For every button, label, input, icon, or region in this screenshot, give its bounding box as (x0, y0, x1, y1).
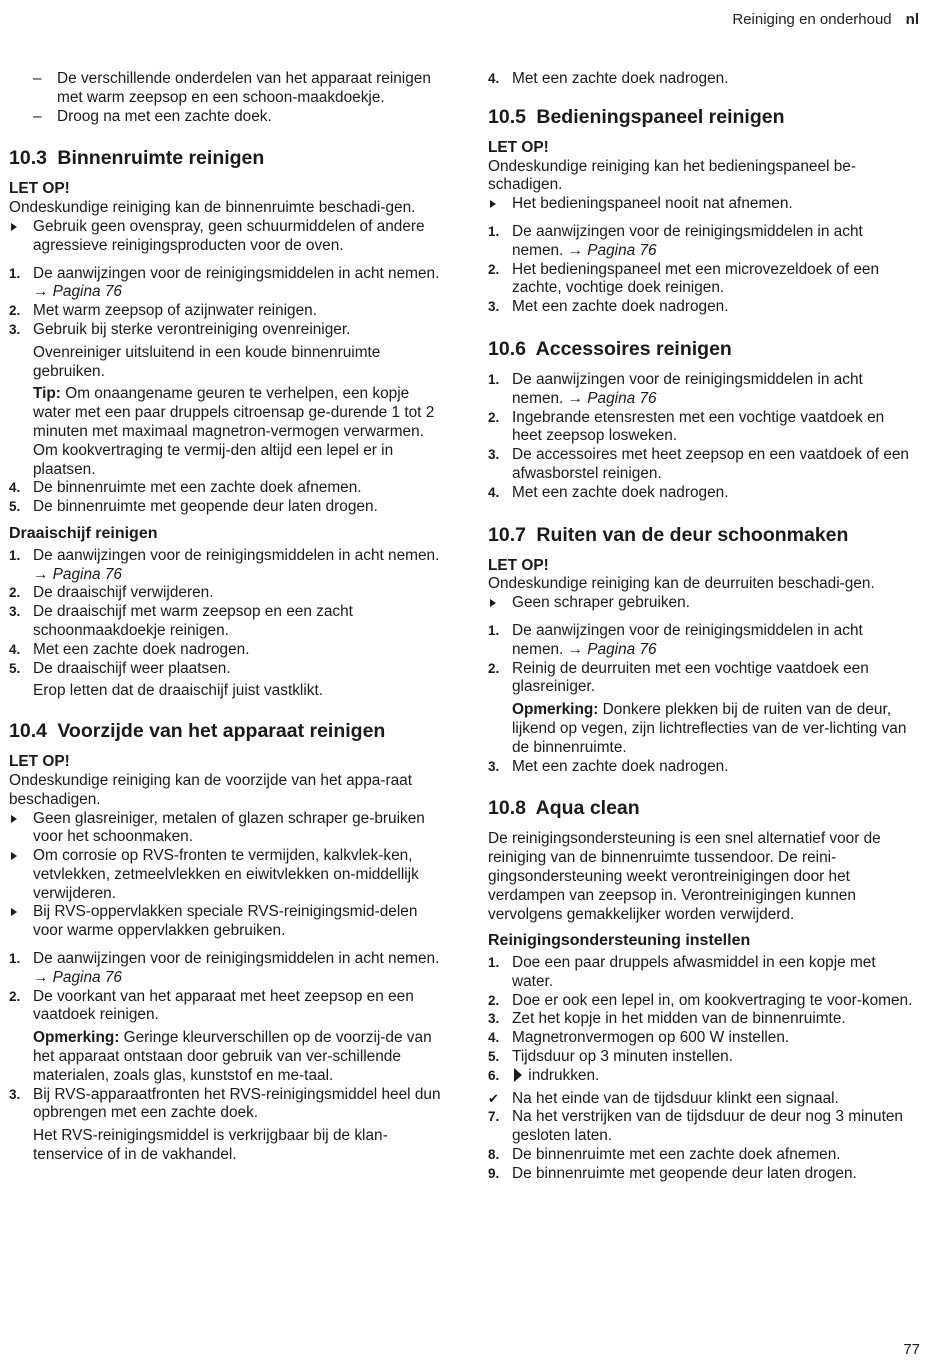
step-6: 6. indrukken. (488, 1066, 600, 1084)
step-2: 2. Doe er ook een lepel in, om kookvertraging te voor-komen. (488, 991, 913, 1009)
bullet-item: Bij RVS-oppervlakken speciale RVS-reinigingsmid-delen voor warme oppervlakken gebruiken. (9, 903, 441, 941)
warning-label: LET OP! (488, 556, 549, 574)
arrow-icon: → (33, 565, 49, 583)
bullet-item: Om corrosie op RVS-fronten te vermijden, kalkvlek-ken, vetvlekken, zetmeelvlekken en eiwitvlekken on-middellijk verwijderen. (9, 847, 441, 903)
right-column (488, 70, 918, 1184)
step-5: 5. Tijdsduur op 3 minuten instellen. (488, 1048, 734, 1066)
page-reference-link[interactable]: Pagina 76 (52, 565, 122, 583)
subsection-heading-reinigingsondersteuning: Reinigingsondersteuning instellen (488, 932, 751, 950)
step-2: 2. De draaischijf verwijderen. (9, 584, 214, 602)
step-9: 9. De binnenruimte met geopende deur laten drogen. (488, 1164, 857, 1182)
section-heading-10-5: 10.5 Bedieningspaneel reinigen (488, 105, 785, 128)
section-heading-10-7: 10.7 Ruiten van de deur schoonmaken (488, 523, 849, 546)
step-4: 4. De binnenruimte met een zachte doek afnemen. (9, 479, 362, 497)
step-1: 1. De aanwijzingen voor de reinigingsmiddelen in acht nemen. → Pagina 76 (488, 621, 863, 658)
warning-label: LET OP! (488, 138, 549, 156)
bullet-item: Geen glasreiniger, metalen of glazen schraper ge-bruiken voor het schoonmaken. (9, 810, 441, 848)
section-heading-10-6: 10.6 Accessoires reinigen (488, 337, 732, 360)
page-header (732, 11, 919, 30)
step-4: 4. Met een zachte doek nadrogen. (9, 640, 250, 658)
step-1: 1. De aanwijzingen voor de reinigingsmiddelen in acht nemen. → Pagina 76 (9, 264, 440, 301)
step-1: 1. De aanwijzingen voor de reinigingsmiddelen in acht nemen. → Pagina 76 (488, 222, 863, 259)
section-heading-10-4: 10.4 Voorzijde van het apparaat reinigen (9, 720, 386, 743)
warning-text: Ondeskundige reiniging kan het bedieningspaneel be-schadigen. (488, 157, 856, 194)
list-item: – Droog na met een zachte doek. (33, 107, 272, 125)
step-note: Erop letten dat de draaischijf juist vastklikt. (33, 682, 323, 700)
warning-label: LET OP! (9, 180, 70, 198)
page-number: 77 (903, 1341, 920, 1358)
triangle-bullet-icon (9, 218, 31, 237)
step-3: 3. De accessoires met heet zeepsop en een vaatdoek of een afwasborstel reinigen. (488, 446, 909, 482)
page-reference-link[interactable]: Pagina 76 (587, 640, 657, 658)
step-2: 2. Reinig de deurruiten met een vochtige vaatdoek een glasreiniger. (488, 659, 869, 696)
arrow-icon: → (33, 968, 49, 986)
triangle-bullet-icon (9, 847, 31, 866)
step-3: 3. Met een zachte doek nadrogen. (488, 757, 729, 775)
step-4: 4. Magnetronvermogen op 600 W instellen. (488, 1029, 790, 1047)
step-2: 2. Ingebrande etensresten met een vochtige vaatdoek en heet zeepsop losweken. (488, 408, 885, 445)
step-1: 1. De aanwijzingen voor de reinigingsmiddelen in acht nemen. → Pagina 76 (9, 546, 440, 583)
start-play-icon (514, 1068, 522, 1082)
page-reference-link[interactable]: Pagina 76 (52, 283, 122, 301)
page-reference-link[interactable]: Pagina 76 (587, 241, 657, 259)
step-note: Ovenreiniger uitsluitend in een koude binnenruimte gebruiken. (33, 343, 381, 380)
warning-text: Ondeskundige reiniging kan de binnenruimte beschadi-gen. (9, 199, 416, 217)
list-item: – De verschillende onderdelen van het apparaat reinigen met warm zeepsop en een schoon-maakdoekje. (33, 70, 431, 106)
step-1: 1. Doe een paar druppels afwasmiddel in een kopje met water. (488, 954, 876, 990)
arrow-icon: → (567, 389, 584, 407)
arrow-icon: → (567, 241, 584, 259)
step-3: 3. Bij RVS-apparaatfronten het RVS-reinigingsmiddel heel dun opbrengen met een zachte doek. (9, 1085, 441, 1122)
triangle-bullet-icon (488, 594, 510, 613)
language-code: nl (905, 11, 919, 28)
step-5: 5. De draaischijf weer plaatsen. (9, 659, 231, 677)
warning-text: Ondeskundige reiniging kan de deurruiten beschadi-gen. (488, 575, 875, 593)
left-column (9, 70, 441, 1165)
bullet-item: Gebruik geen ovenspray, geen schuurmiddelen of andere agressieve reinigingsproducten voor de oven. (9, 218, 441, 256)
triangle-bullet-icon (488, 195, 510, 214)
step-3: 3. Gebruik bij sterke verontreiniging ovenreiniger. (9, 320, 351, 338)
bullet-item: Geen schraper gebruiken. (488, 594, 918, 613)
header-title: Reiniging en onderhoud (732, 11, 892, 28)
step-1: 1. De aanwijzingen voor de reinigingsmiddelen in acht nemen. → Pagina 76 (9, 950, 440, 986)
result-item: ✔ Na het einde van de tijdsduur klinkt een signaal. (488, 1089, 839, 1107)
tip-note: Tip: Om onaangename geuren te verhelpen, een kopje water met een paar druppels citroensap ge-durende 1 tot 2 minuten met maximaal magnetron-vermogen verwarmen. Om kookvertraging te vermij-den altijd een lepel er in plaatsen. (33, 385, 435, 478)
step-1: 1. De aanwijzingen voor de reinigingsmiddelen in acht nemen. → Pagina 76 (488, 370, 863, 407)
step-5: 5. De binnenruimte met geopende deur laten drogen. (9, 498, 378, 516)
step-4: 4. Met een zachte doek nadrogen. (488, 70, 729, 87)
arrow-icon: → (567, 640, 584, 658)
step-note: Het RVS-reinigingsmiddel is verkrijgbaar bij de klan-tenservice of in de vakhandel. (33, 1127, 388, 1164)
arrow-icon: → (33, 283, 49, 301)
step-3: 3. Zet het kopje in het midden van de binnenruimte. (488, 1010, 846, 1028)
checkmark-icon: ✔ (488, 1090, 499, 1106)
step-3: 3. Met een zachte doek nadrogen. (488, 298, 729, 316)
warning-label: LET OP! (9, 753, 70, 771)
dash-marker: – (33, 70, 42, 87)
step-2: 2. Met warm zeepsop of azijnwater reinigen. (9, 302, 318, 320)
step-2: 2. De voorkant van het apparaat met heet zeepsop en een vaatdoek reinigen. (9, 987, 414, 1024)
step-4: 4. Met een zachte doek nadrogen. (488, 483, 729, 501)
triangle-bullet-icon (9, 903, 31, 922)
section-intro: De reinigingsondersteuning is een snel alternatief voor de reiniging van de binnenruimte tussendoor. De reini-gingsondersteuning weekt verontreinigingen door het verdampen van zeepsop in. Verontreinigingen kunnen vervolgens gemakkelijker worden verwijderd. (488, 830, 881, 923)
dash-marker: – (33, 107, 42, 125)
step-7: 7. Na het verstrijken van de tijdsduur de deur nog 3 minuten gesloten laten. (488, 1108, 903, 1145)
remark-note: Opmerking: Donkere plekken bij de ruiten van de deur, lijkend op vegen, zijn lichtreflecties van de ver-lichting van de binnenruimte. (512, 701, 907, 756)
page-reference-link[interactable]: Pagina 76 (52, 968, 122, 986)
step-2: 2. Het bedieningspaneel met een microvezeldoek of een zachte, vochtige doek reinigen. (488, 260, 880, 297)
subsection-heading-draaischijf: Draaischijf reinigen (9, 524, 158, 542)
section-heading-10-3: 10.3 Binnenruimte reinigen (9, 147, 265, 170)
remark-note: Opmerking: Geringe kleurverschillen op de voorzij-de van het apparaat ontstaan door gebruik van ver-schillende materialen, zoals glas, kunststof en me-taal. (33, 1029, 432, 1084)
step-3: 3. De draaischijf met warm zeepsop en een zacht schoonmaakdoekje reinigen. (9, 603, 353, 639)
warning-text: Ondeskundige reiniging kan de voorzijde van het appa-raat beschadigen. (9, 771, 412, 808)
page-reference-link[interactable]: Pagina 76 (587, 389, 657, 407)
step-8: 8. De binnenruimte met een zachte doek afnemen. (488, 1146, 841, 1164)
section-heading-10-8: 10.8 Aqua clean (488, 797, 640, 820)
bullet-item: Het bedieningspaneel nooit nat afnemen. (488, 195, 918, 214)
triangle-bullet-icon (9, 810, 31, 829)
